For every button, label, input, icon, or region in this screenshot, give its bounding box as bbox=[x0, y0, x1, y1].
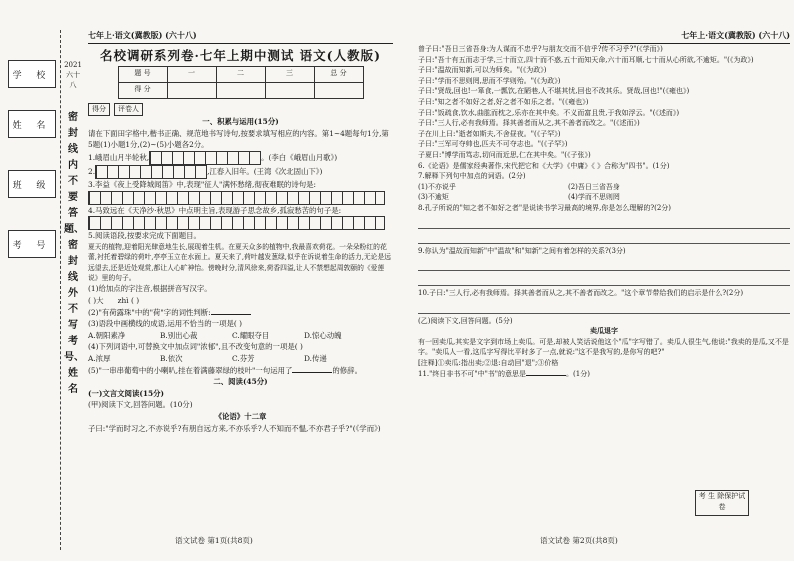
seal-line bbox=[60, 30, 61, 550]
score-input[interactable] bbox=[167, 82, 216, 98]
question-5-1: (1)给加点的字注音,根据拼音写汉字。 bbox=[88, 284, 212, 294]
answer-line[interactable] bbox=[418, 216, 790, 229]
option-b: B.别出心裁 bbox=[160, 330, 198, 340]
question-3: 3.李益《夜上受降城闻笛》中,表现"征人"满怀愁绪,彻夜难眠的诗句是: bbox=[88, 179, 316, 189]
reading-passage: 夏天的植物,迎着阳光肆意地生长,展现着生机。在夏天众多的植物中,我最喜欢荷花。一朵朵粉红的花蕾,衬托着碧绿的荷叶,亭亭玉立在水面上。夏天来了,荷叶越发葱绿,似乎在诉说着生命的活力,无论是远远望去,还是近处观赏,都让人心旷神怡。傍晚时分,清风徐来,荷香四溢,让人不禁想起周敦颐的《爱莲说》里的句子。 bbox=[88, 242, 392, 282]
question-11: 11."终日非书不可"中"书"的意思是 bbox=[418, 369, 527, 378]
answer-line[interactable] bbox=[418, 273, 790, 286]
analects-line: 子曰:"三军可夺帅也,匹夫不可夺志也。"(《子罕》) bbox=[418, 140, 568, 149]
score-input[interactable] bbox=[265, 82, 314, 98]
question-5-5-end: 的修辞。 bbox=[332, 365, 362, 375]
header-right: 七年上·语文(冀教版) (六十八) bbox=[600, 30, 790, 44]
exam-stamp: 考 生 除保护试卷 bbox=[695, 490, 749, 516]
analects-line: 子曰:"温故而知新,可以为师矣。"(《为政》) bbox=[418, 66, 547, 75]
answer-blank[interactable] bbox=[526, 375, 566, 376]
answer-blank[interactable] bbox=[211, 314, 251, 315]
question-10: 10.子曰:"三人行,必有我师焉。择其善者而从之,其不善者而改之。"这个章节带给我们的启示是什么?(2分) bbox=[418, 289, 744, 298]
q7-item-2: (2)吾日三省吾身 bbox=[568, 182, 620, 191]
analects-line: 子曰:"贤哉,回也!一箪食,一瓢饮,在陋巷,人不堪其忧,回也不改其乐。贤哉,回也!"(《雍也》) bbox=[418, 87, 690, 96]
answer-grid[interactable] bbox=[149, 151, 261, 165]
question-5-3: (3)语段中画横线的成语,运用不恰当的一项是( ) bbox=[88, 319, 242, 329]
option-a: A.浓厚 bbox=[88, 353, 111, 363]
instructions: 请在下面田字格中,楷书正确、规范地书写诗句,按要求填写相应的内容。第1~4题每句1分,第5题(1)小题1分,(2)~(5)小题各2分。 bbox=[88, 128, 389, 150]
question-9: 9.你认为"温故而知新"中"温故"和"知新"之间有着怎样的关系?(3分) bbox=[418, 246, 626, 255]
option-d: D.惊心动魄 bbox=[304, 330, 342, 340]
question-11-end: 。(1分) bbox=[566, 369, 590, 378]
option-c: C.耀眼夺目 bbox=[232, 330, 270, 340]
q5-1-a: ( )大 bbox=[88, 295, 104, 305]
question-1: 1.峨眉山月半轮秋, bbox=[88, 152, 150, 162]
analects-line: 曾子曰:"吾日三省吾身:为人谋而不忠乎?与朋友交而不信乎?传不习乎?"(《学而》) bbox=[418, 45, 663, 53]
question-2-source: ,江春入旧年。(王湾《次北固山下》) bbox=[207, 166, 323, 176]
class-field[interactable]: 班 级 bbox=[8, 170, 56, 198]
grader-box[interactable]: 评卷人 bbox=[114, 103, 143, 117]
score-cell: 得 分 bbox=[118, 82, 167, 98]
story-title: 卖瓜退字 bbox=[590, 326, 618, 336]
left-column bbox=[88, 44, 393, 434]
question-5: 5.阅读语段,按要求完成下面题目。 bbox=[88, 231, 201, 241]
question-5-2: (2)"有荷露珠"中的"荷"字的词性判断: bbox=[88, 307, 211, 317]
score-cell: 题 号 bbox=[118, 66, 167, 82]
subsection-b: (乙)阅读下文,回答问题。(5分) bbox=[418, 316, 513, 325]
q7-item-1: (1)不亦说乎 bbox=[418, 182, 456, 191]
q7-item-4: (4)学而不思则罔 bbox=[568, 193, 620, 202]
question-5-4: (4)下列词语中,可替换文中加点词"浓郁",且不改变句意的一项是( ) bbox=[88, 342, 303, 352]
answer-line[interactable] bbox=[418, 258, 790, 271]
score-cell: 二 bbox=[216, 66, 265, 82]
answer-grid[interactable] bbox=[88, 191, 385, 205]
score-input[interactable] bbox=[216, 82, 265, 98]
question-7: 7.解释下列句中加点的词语。(2分) bbox=[418, 172, 526, 181]
exam-number-field[interactable]: 考 号 bbox=[8, 230, 56, 258]
story-text: 有一回卖瓜,其实是文字到市场上卖瓜。可是,却被人笑话说他这个"瓜"字写错了。卖瓜人很生气,他说:"我卖的是瓜,又不是字。"卖瓜人一看,这瓜字写得比平时多了一点,就说:"这不是我写的,是你写的吧?" bbox=[418, 337, 789, 357]
subsection-instructions: (甲)阅读下文,回答问题。(10分) bbox=[88, 400, 193, 410]
binding-gutter bbox=[0, 30, 88, 550]
option-d: D.传递 bbox=[304, 353, 327, 363]
school-field[interactable]: 学 校 bbox=[8, 60, 56, 88]
section-2-title: 二、阅读(45分) bbox=[213, 377, 268, 387]
option-a: A.朝阳素净 bbox=[88, 330, 126, 340]
question-6: 6.《论语》是儒家经典著作,宋代把它和《大学》《中庸》《 》合称为"四书"。(1分) bbox=[418, 161, 670, 170]
answer-grid[interactable] bbox=[95, 165, 207, 179]
score-input[interactable] bbox=[314, 82, 363, 98]
analects-line: 子曰:"学而不思则罔,思而不学则殆。"(《为政》) bbox=[418, 76, 561, 85]
name-field[interactable]: 姓 名 bbox=[8, 110, 56, 138]
score-cell: 总 分 bbox=[314, 66, 363, 82]
analects-line: 子曰:"吾十有五而志于学,三十而立,四十而不惑,五十而知天命,六十而耳顺,七十而从心所欲,不逾矩。"(《为政》) bbox=[418, 55, 754, 64]
answer-line[interactable] bbox=[418, 301, 790, 314]
footer-right: 语文试卷 第2页(共8页) bbox=[540, 536, 618, 545]
score-cell: 一 bbox=[167, 66, 216, 82]
analects-line: 子曰:"知之者不如好之者,好之者不如乐之者。"(《雍也》) bbox=[418, 97, 589, 106]
seal-warning: 密封线内不要答题、密封线外不写考号、姓名 bbox=[64, 112, 84, 395]
footer-left: 语文试卷 第1页(共8页) bbox=[175, 536, 253, 545]
subsection-title: (一)文言文阅读(15分) bbox=[88, 388, 165, 398]
q5-1-b: zhì ( ) bbox=[117, 295, 140, 305]
analects-line: 子夏曰:"博学而笃志,切问而近思,仁在其中矣。"(《子张》) bbox=[418, 150, 591, 159]
option-c: C.芬芳 bbox=[232, 353, 255, 363]
q7-item-3: (3)不逾矩 bbox=[418, 193, 449, 202]
score-box[interactable]: 得分 bbox=[88, 103, 110, 117]
score-cell: 三 bbox=[265, 66, 314, 82]
right-column bbox=[418, 44, 790, 379]
question-8: 8.孔子所说的"知之者不如好之者"是说读书学习最高的境界,你是怎么理解的?(2分) bbox=[418, 203, 672, 212]
option-b: B.依次 bbox=[160, 353, 183, 363]
score-table bbox=[118, 66, 364, 99]
question-5-5: (5)"一串串葡萄中的小喇叭,挂在着满藤翠绿的枝叶"一句运用了 bbox=[88, 365, 293, 375]
analects-line: 子曰:"三人行,必有我师焉。择其善者而从之,其不善者而改之。"(《述而》) bbox=[418, 119, 640, 128]
answer-blank[interactable] bbox=[292, 372, 332, 373]
paper-title: 名校调研系列卷·七年上期中测试 语文(人教版) bbox=[99, 48, 382, 63]
reading-title: 《论语》十二章 bbox=[214, 411, 267, 421]
header-left: 七年上·语文(冀教版) (六十八) bbox=[88, 30, 393, 44]
analects-line: 子曰:"饭疏食,饮水,曲肱而枕之,乐亦在其中矣。不义而富且贵,于我如浮云。"(《述而》) bbox=[418, 108, 680, 117]
reading-text: 子曰:"学而时习之,不亦说乎?有朋自远方来,不亦乐乎?人不知而不愠,不亦君子乎?"(《学而》) bbox=[88, 423, 381, 433]
analects-line: 子在川上曰:"逝者如斯夫,不舍昼夜。"(《子罕》) bbox=[418, 129, 561, 138]
answer-line[interactable] bbox=[418, 231, 790, 244]
paper-code: 2021 六十八 bbox=[64, 61, 82, 89]
answer-grid[interactable] bbox=[88, 216, 385, 230]
question-2: 2. bbox=[88, 166, 96, 176]
section-1-title: 一、积累与运用(15分) bbox=[202, 117, 279, 127]
question-1-source: 。(李白《峨眉山月歌》) bbox=[261, 152, 338, 162]
question-4: 4.马致远在《天净沙·秋思》中点明主旨,表现游子思念故乡,孤寂愁苦的句子是: bbox=[88, 205, 342, 215]
story-note: [注释]①卖瓜:指出卖;②退:自动回"退";③价格 bbox=[418, 359, 559, 368]
